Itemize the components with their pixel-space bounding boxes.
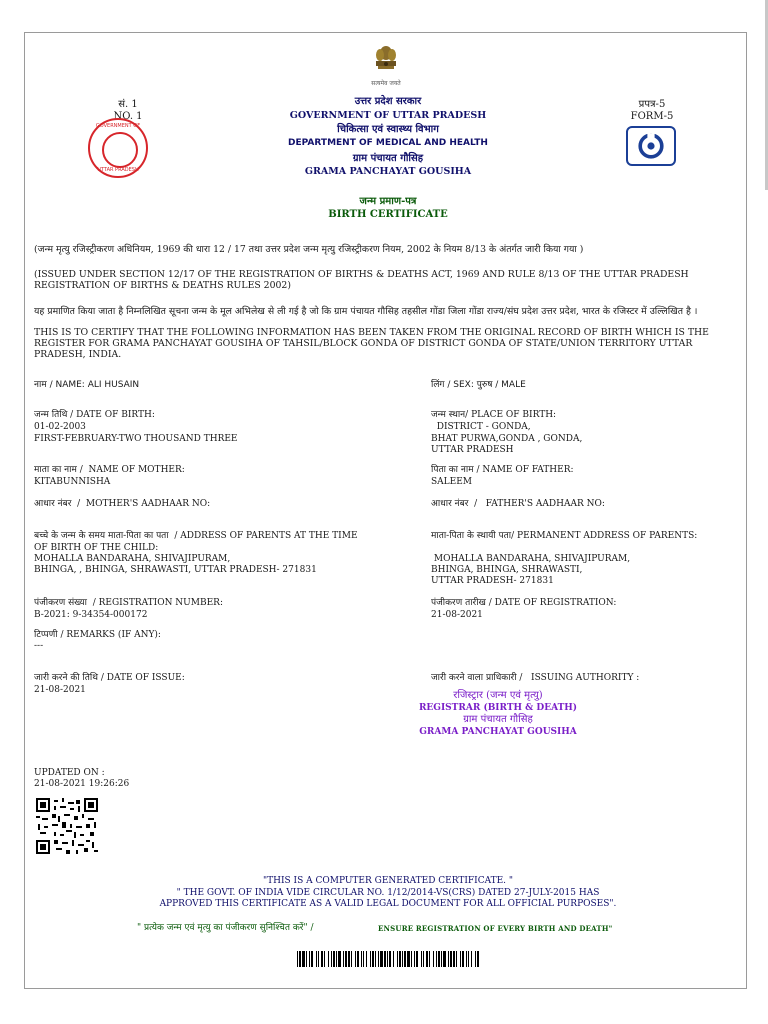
pob-line1: DISTRICT - GONDA,: [431, 422, 531, 432]
footer-line1: "THIS IS A COMPUTER GENERATED CERTIFICATE. ": [262, 876, 514, 886]
father-aadhaar-label: आधार नंबर / FATHER'S AADHAAR NO:: [431, 499, 605, 509]
title-en: BIRTH CERTIFICATE: [328, 209, 448, 220]
qr-code-icon: [36, 798, 98, 854]
registration-number-value: B-2021: 9-34354-000172: [34, 610, 148, 620]
updated-label: UPDATED ON :: [34, 768, 105, 778]
gov-en: GOVERNMENT OF UTTAR PRADESH: [289, 110, 487, 121]
seal-text-bottom: UTTAR PRADESH: [97, 167, 139, 173]
up-government-seal-icon: [88, 118, 148, 178]
crs-logo-icon: [626, 126, 676, 166]
footer-line2: " THE GOVT. OF INDIA VIDE CIRCULAR NO. 1/12/2014-VS(CRS) DATED 27-JULY-2015 HAS: [176, 888, 600, 898]
updated-value: 21-08-2021 19:26:26: [34, 779, 130, 789]
issued-under-hindi: (जन्म मृत्यु रजिस्ट्रीकरण अधिनियम, 1969 की धारा 12 / 17 तथा उत्तर प्रदेश जन्म मृत्यु रजिस्ट्रीकरण नियम, 2002 के नियम 8/13 के अंतर्गत जारी किया गया ): [34, 244, 584, 255]
address-birth-label: बच्चे के जन्म के समय माता-पिता का पता / ADDRESS OF PARENTS AT THE TIME: [34, 531, 358, 541]
registration-date-label: पंजीकरण तारीख / DATE OF REGISTRATION:: [431, 598, 617, 608]
sex-field: लिंग / SEX: पुरुष / MALE: [431, 380, 526, 390]
authority-place-hindi: ग्राम पंचायत गौसिह: [463, 714, 533, 725]
father-value: SALEEM: [431, 477, 472, 487]
title-hindi: जन्म प्रमाण-पत्र: [359, 196, 417, 207]
certify-hindi: यह प्रमाणित किया जाता है निम्नलिखित सूचना जन्म के मूल अभिलेख से ली गई है जो कि ग्राम पंचायत गौसिह तहसील गोंडा जिला गोंडा राज्य/संघ प्रदेश उत्तर प्रदेश, भारत के रजिस्टर में उल्लिखित है ।: [34, 306, 698, 317]
remarks-value: ---: [34, 641, 44, 651]
address-permanent-line1: MOHALLA BANDARAHA, SHIVAJIPURAM,: [431, 554, 631, 564]
certify-en: THIS IS TO CERTIFY THAT THE FOLLOWING INFORMATION HAS BEEN TAKEN FROM THE ORIGINAL RECORD OF BIRTH WHICH IS THE REGISTER FOR GRAMA PANCHAYAT GOUSIHA OF TAHSIL/BLOCK GONDA OF DISTRICT GONDA OF STATE/UNION TERRITORY UTTAR PRADESH, INDIA.: [34, 327, 709, 360]
address-birth-label-2: OF BIRTH OF THE CHILD:: [34, 543, 159, 553]
mother-label: माता का नाम / NAME OF MOTHER:: [34, 465, 185, 475]
barcode-icon: [297, 951, 479, 967]
form-hindi: प्रपत्र-5: [638, 99, 666, 110]
father-label: पिता का नाम / NAME OF FATHER:: [431, 465, 574, 475]
slogan-en: ENSURE REGISTRATION OF EVERY BIRTH AND DEATH": [378, 924, 613, 933]
authority-title-hindi: रजिस्ट्रार (जन्म एवं मृत्यु): [453, 690, 543, 701]
national-emblem-icon: [372, 44, 400, 80]
dept-en: DEPARTMENT OF MEDICAL AND HEALTH: [288, 138, 488, 148]
authority-place-en: GRAMA PANCHAYAT GOUSIHA: [419, 727, 577, 737]
panchayat-en: GRAMA PANCHAYAT GOUSIHA: [304, 166, 472, 177]
mother-aadhaar-label: आधार नंबर / MOTHER'S AADHAAR NO:: [34, 499, 211, 509]
name-field: नाम / NAME: ALI HUSAIN: [34, 380, 140, 390]
issue-date-value: 21-08-2021: [34, 685, 86, 695]
emblem-caption: सत्यमेव जयते: [371, 80, 401, 87]
registration-date-value: 21-08-2021: [431, 610, 483, 620]
dept-hindi: चिकित्सा एवं स्वास्थ्य विभाग: [337, 124, 439, 135]
seal-text-top: GOVERNMENT OF: [95, 123, 141, 129]
issued-under-en: (ISSUED UNDER SECTION 12/17 OF THE REGISTRATION OF BIRTHS & DEATHS ACT, 1969 AND RULE 8/13 OF THE UTTAR PRADESH REGISTRATION OF BIRTHS & DEATHS RULES 2002): [34, 269, 689, 291]
pob-line2: BHAT PURWA,GONDA , GONDA,: [431, 434, 583, 444]
slogan-hindi: " प्रत्येक जन्म एवं मृत्यु का पंजीकरण सुनिश्चित करें" /: [137, 923, 314, 933]
issuing-authority-label: जारी करने वाला प्राधिकारी / ISSUING AUTHORITY :: [431, 673, 640, 683]
gov-hindi: उत्तर प्रदेश सरकार: [354, 96, 422, 107]
remarks-label: टिप्पणी / REMARKS (IF ANY):: [34, 630, 161, 640]
authority-title-en: REGISTRAR (BIRTH & DEATH): [418, 703, 578, 713]
pob-line3: UTTAR PRADESH: [431, 445, 514, 455]
number-hindi: सं. 1: [118, 99, 138, 110]
address-permanent-line3: UTTAR PRADESH- 271831: [431, 576, 554, 586]
dob-label: जन्म तिथि / DATE OF BIRTH:: [34, 410, 155, 420]
address-permanent-label: माता-पिता के स्थायी पता/ PERMANENT ADDRESS OF PARENTS:: [431, 531, 698, 541]
footer-line3: APPROVED THIS CERTIFICATE AS A VALID LEGAL DOCUMENT FOR ALL OFFICIAL PURPOSES".: [159, 899, 617, 909]
address-birth-line2: BHINGA, , BHINGA, SHRAWASTI, UTTAR PRADESH- 271831: [34, 565, 317, 575]
mother-value: KITABUNNISHA: [34, 477, 111, 487]
dob-words: FIRST-FEBRUARY-TWO THOUSAND THREE: [34, 434, 238, 444]
form-en: FORM-5: [630, 111, 674, 122]
dob-value: 01-02-2003: [34, 422, 86, 432]
issue-date-label: जारी करने की तिथि / DATE OF ISSUE:: [34, 673, 185, 683]
address-birth-line1: MOHALLA BANDARAHA, SHIVAJIPURAM,: [34, 554, 231, 564]
pob-label: जन्म स्थान/ PLACE OF BIRTH:: [431, 410, 557, 420]
panchayat-hindi: ग्राम पंचायत गौसिह: [352, 153, 424, 164]
address-permanent-line2: BHINGA, BHINGA, SHRAWASTI,: [431, 565, 583, 575]
number-en: NO. 1: [113, 111, 143, 122]
registration-number-label: पंजीकरण संख्या / REGISTRATION NUMBER:: [34, 598, 223, 608]
